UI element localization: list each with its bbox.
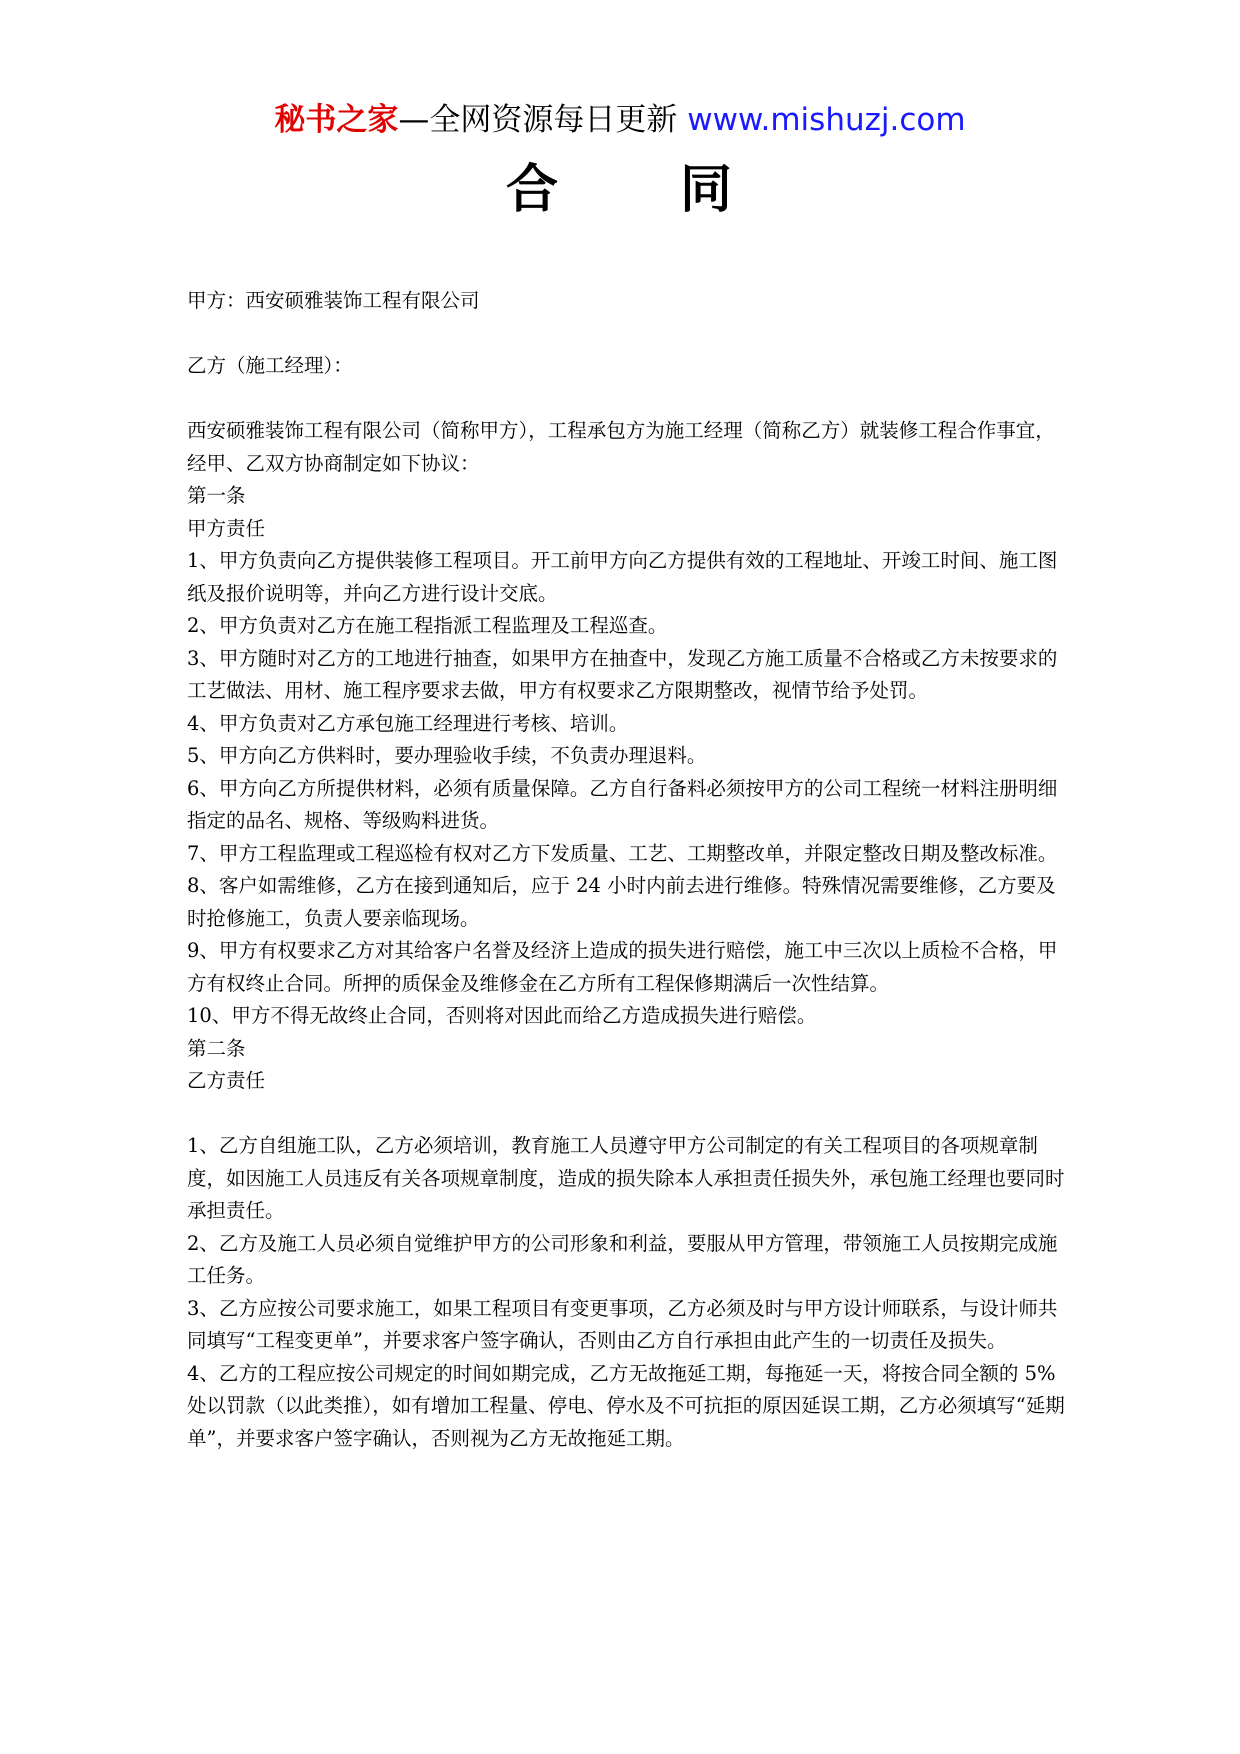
article-2-item: 1、乙方自组施工队，乙方必须培训，教育施工人员遵守甲方公司制定的有关工程项目的各项规章制度，如因施工人员违反有关各项规章制度，造成的损失除本人承担责任损失外，承包施工经理也要同时承担责任。 — [187, 1134, 1065, 1222]
article-1-item: 1、甲方负责向乙方提供装修工程项目。开工前甲方向乙方提供有效的工程地址、开竣工时间、施工图纸及报价说明等，并向乙方进行设计交底。 — [187, 549, 1058, 605]
article-2-item: 4、乙方的工程应按公司规定的时间如期完成，乙方无故拖延工期，每拖延一天，将按合同全额的 5%处以罚款（以此类推），如有增加工程量、停电、停水及不可抗拒的原因延误工期，乙方必须填写“延期单”，并要求客户签字确认，否则视为乙方无故拖延工期。 — [187, 1361, 1065, 1450]
site-banner — [0, 100, 1240, 140]
site-url[interactable]: www.mishuzj.com — [687, 102, 966, 138]
article-1-item: 8、客户如需维修，乙方在接到通知后，应于 24 小时内前去进行维修。特殊情况需要维修，乙方要及时抢修施工，负责人要亲临现场。 — [187, 874, 1056, 930]
article-2-subheading: 乙方责任 — [187, 1069, 266, 1092]
article-2-item: 2、乙方及施工人员必须自觉维护甲方的公司形象和利益，要服从甲方管理，带领施工人员按期完成施工任务。 — [187, 1231, 1058, 1287]
article-1-item: 9、甲方有权要求乙方对其给客户名誉及经济上造成的损失进行赔偿，施工中三次以上质检不合格，甲方有权终止合同。所押的质保金及维修金在乙方所有工程保修期满后一次性结算。 — [187, 939, 1058, 995]
article-1-item: 7、甲方工程监理或工程巡检有权对乙方下发质量、工艺、工期整改单，并限定整改日期及整改标准。 — [187, 841, 1058, 865]
article-2-heading: 第二条 — [187, 1036, 246, 1060]
article-1-item: 6、甲方向乙方所提供材料，必须有质量保障。乙方自行备料必须按甲方的公司工程统一材料注册明细指定的品名、规格、等级购料进货。 — [187, 776, 1058, 832]
article-1-item: 10、甲方不得无故终止合同，否则将对因此而给乙方造成损失进行赔偿。 — [187, 1004, 817, 1027]
article-1-item: 4、甲方负责对乙方承包施工经理进行考核、培训。 — [187, 711, 629, 735]
party-a: 甲方：西安硕雅装饰工程有限公司 — [187, 289, 480, 312]
brand-name: 秘书之家 — [274, 102, 399, 138]
title-char-1: 合 — [505, 160, 560, 220]
banner-slogan: —全网资源每日更新 — [398, 102, 688, 138]
article-1-item: 3、甲方随时对乙方的工地进行抽查，如果甲方在抽查中，发现乙方施工质量不合格或乙方未按要求的工艺做法、用材、施工程序要求去做，甲方有权要求乙方限期整改，视情节给予处罚。 — [187, 646, 1058, 702]
party-b: 乙方（施工经理）： — [187, 354, 353, 377]
document-title — [0, 155, 1240, 225]
contract-body — [187, 285, 1067, 1455]
title-char-2: 同 — [680, 160, 735, 220]
article-1-heading: 第一条 — [187, 484, 246, 507]
article-2-item: 3、乙方应按公司要求施工，如果工程项目有变更事项，乙方必须及时与甲方设计师联系，与设计师共同填写“工程变更单”，并要求客户签字确认，否则由乙方自行承担由此产生的一切责任及损失。 — [187, 1296, 1058, 1352]
article-1-item: 5、甲方向乙方供料时，要办理验收手续，不负责办理退料。 — [187, 744, 707, 767]
article-1-item: 2、甲方负责对乙方在施工程指派工程监理及工程巡查。 — [187, 614, 668, 637]
intro-paragraph: 西安硕雅装饰工程有限公司（简称甲方），工程承包方为施工经理（简称乙方）就装修工程合作事宜，经甲、乙双方协商制定如下协议： — [187, 419, 1055, 475]
article-1-subheading: 甲方责任 — [187, 516, 266, 540]
